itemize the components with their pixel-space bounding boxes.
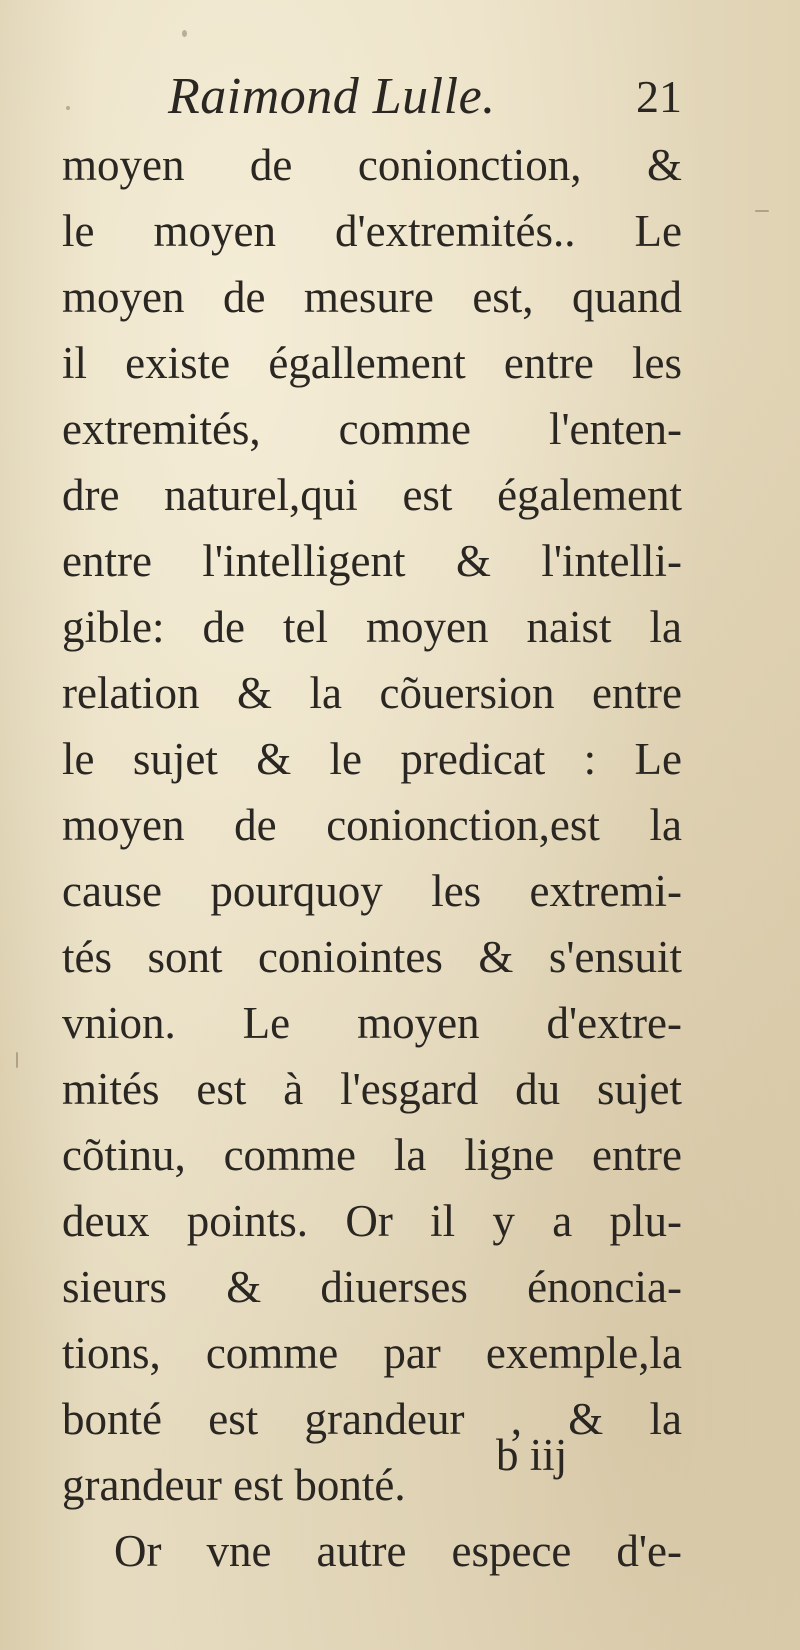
paragraph-end-line: grandeur est bonté. — [62, 1460, 406, 1510]
signature-mark: b iij — [496, 1430, 568, 1480]
paper-speck — [16, 1052, 18, 1068]
text-line: tions, comme par exemple,la — [62, 1328, 682, 1378]
text-line: le sujet & le predicat : Le — [62, 734, 682, 784]
text-line: tés sont coniointes & s'ensuit — [62, 932, 682, 982]
text-line: le moyen d'extremités.. Le — [62, 206, 682, 256]
text-line: entre l'intelligent & l'intelli- — [62, 536, 682, 586]
page-number: 21 — [636, 71, 682, 122]
running-title: Raimond Lulle. — [168, 68, 496, 125]
text-line: vnion. Le moyen d'extre- — [62, 998, 682, 1048]
text-line: relation & la cõuersion entre — [62, 668, 682, 718]
paragraph-start-line: Or vne autre espece d'e- — [114, 1526, 682, 1576]
text-line: mités est à l'esgard du sujet — [62, 1064, 682, 1114]
text-line: moyen de conionction,est la — [62, 800, 682, 850]
text-line: dre naturel,qui est également — [62, 470, 682, 520]
paper-speck — [182, 30, 187, 37]
text-line: gible: de tel moyen naist la — [62, 602, 682, 652]
page-header — [0, 62, 800, 132]
text-line: moyen de mesure est, quand — [62, 272, 682, 322]
text-line: moyen de conionction, & — [62, 140, 682, 190]
text-line: bonté est grandeur , & la — [62, 1394, 682, 1444]
text-line: sieurs & diuerses énoncia- — [62, 1262, 682, 1312]
body-text — [62, 132, 682, 1584]
text-line: cõtinu, comme la ligne entre — [62, 1130, 682, 1180]
text-line: il existe égallement entre les — [62, 338, 682, 388]
paper-speck — [755, 210, 769, 212]
text-line: cause pourquoy les extremi- — [62, 866, 682, 916]
text-line: deux points. Or il y a plu- — [62, 1196, 682, 1246]
text-line: extremités, comme l'enten- — [62, 404, 682, 454]
